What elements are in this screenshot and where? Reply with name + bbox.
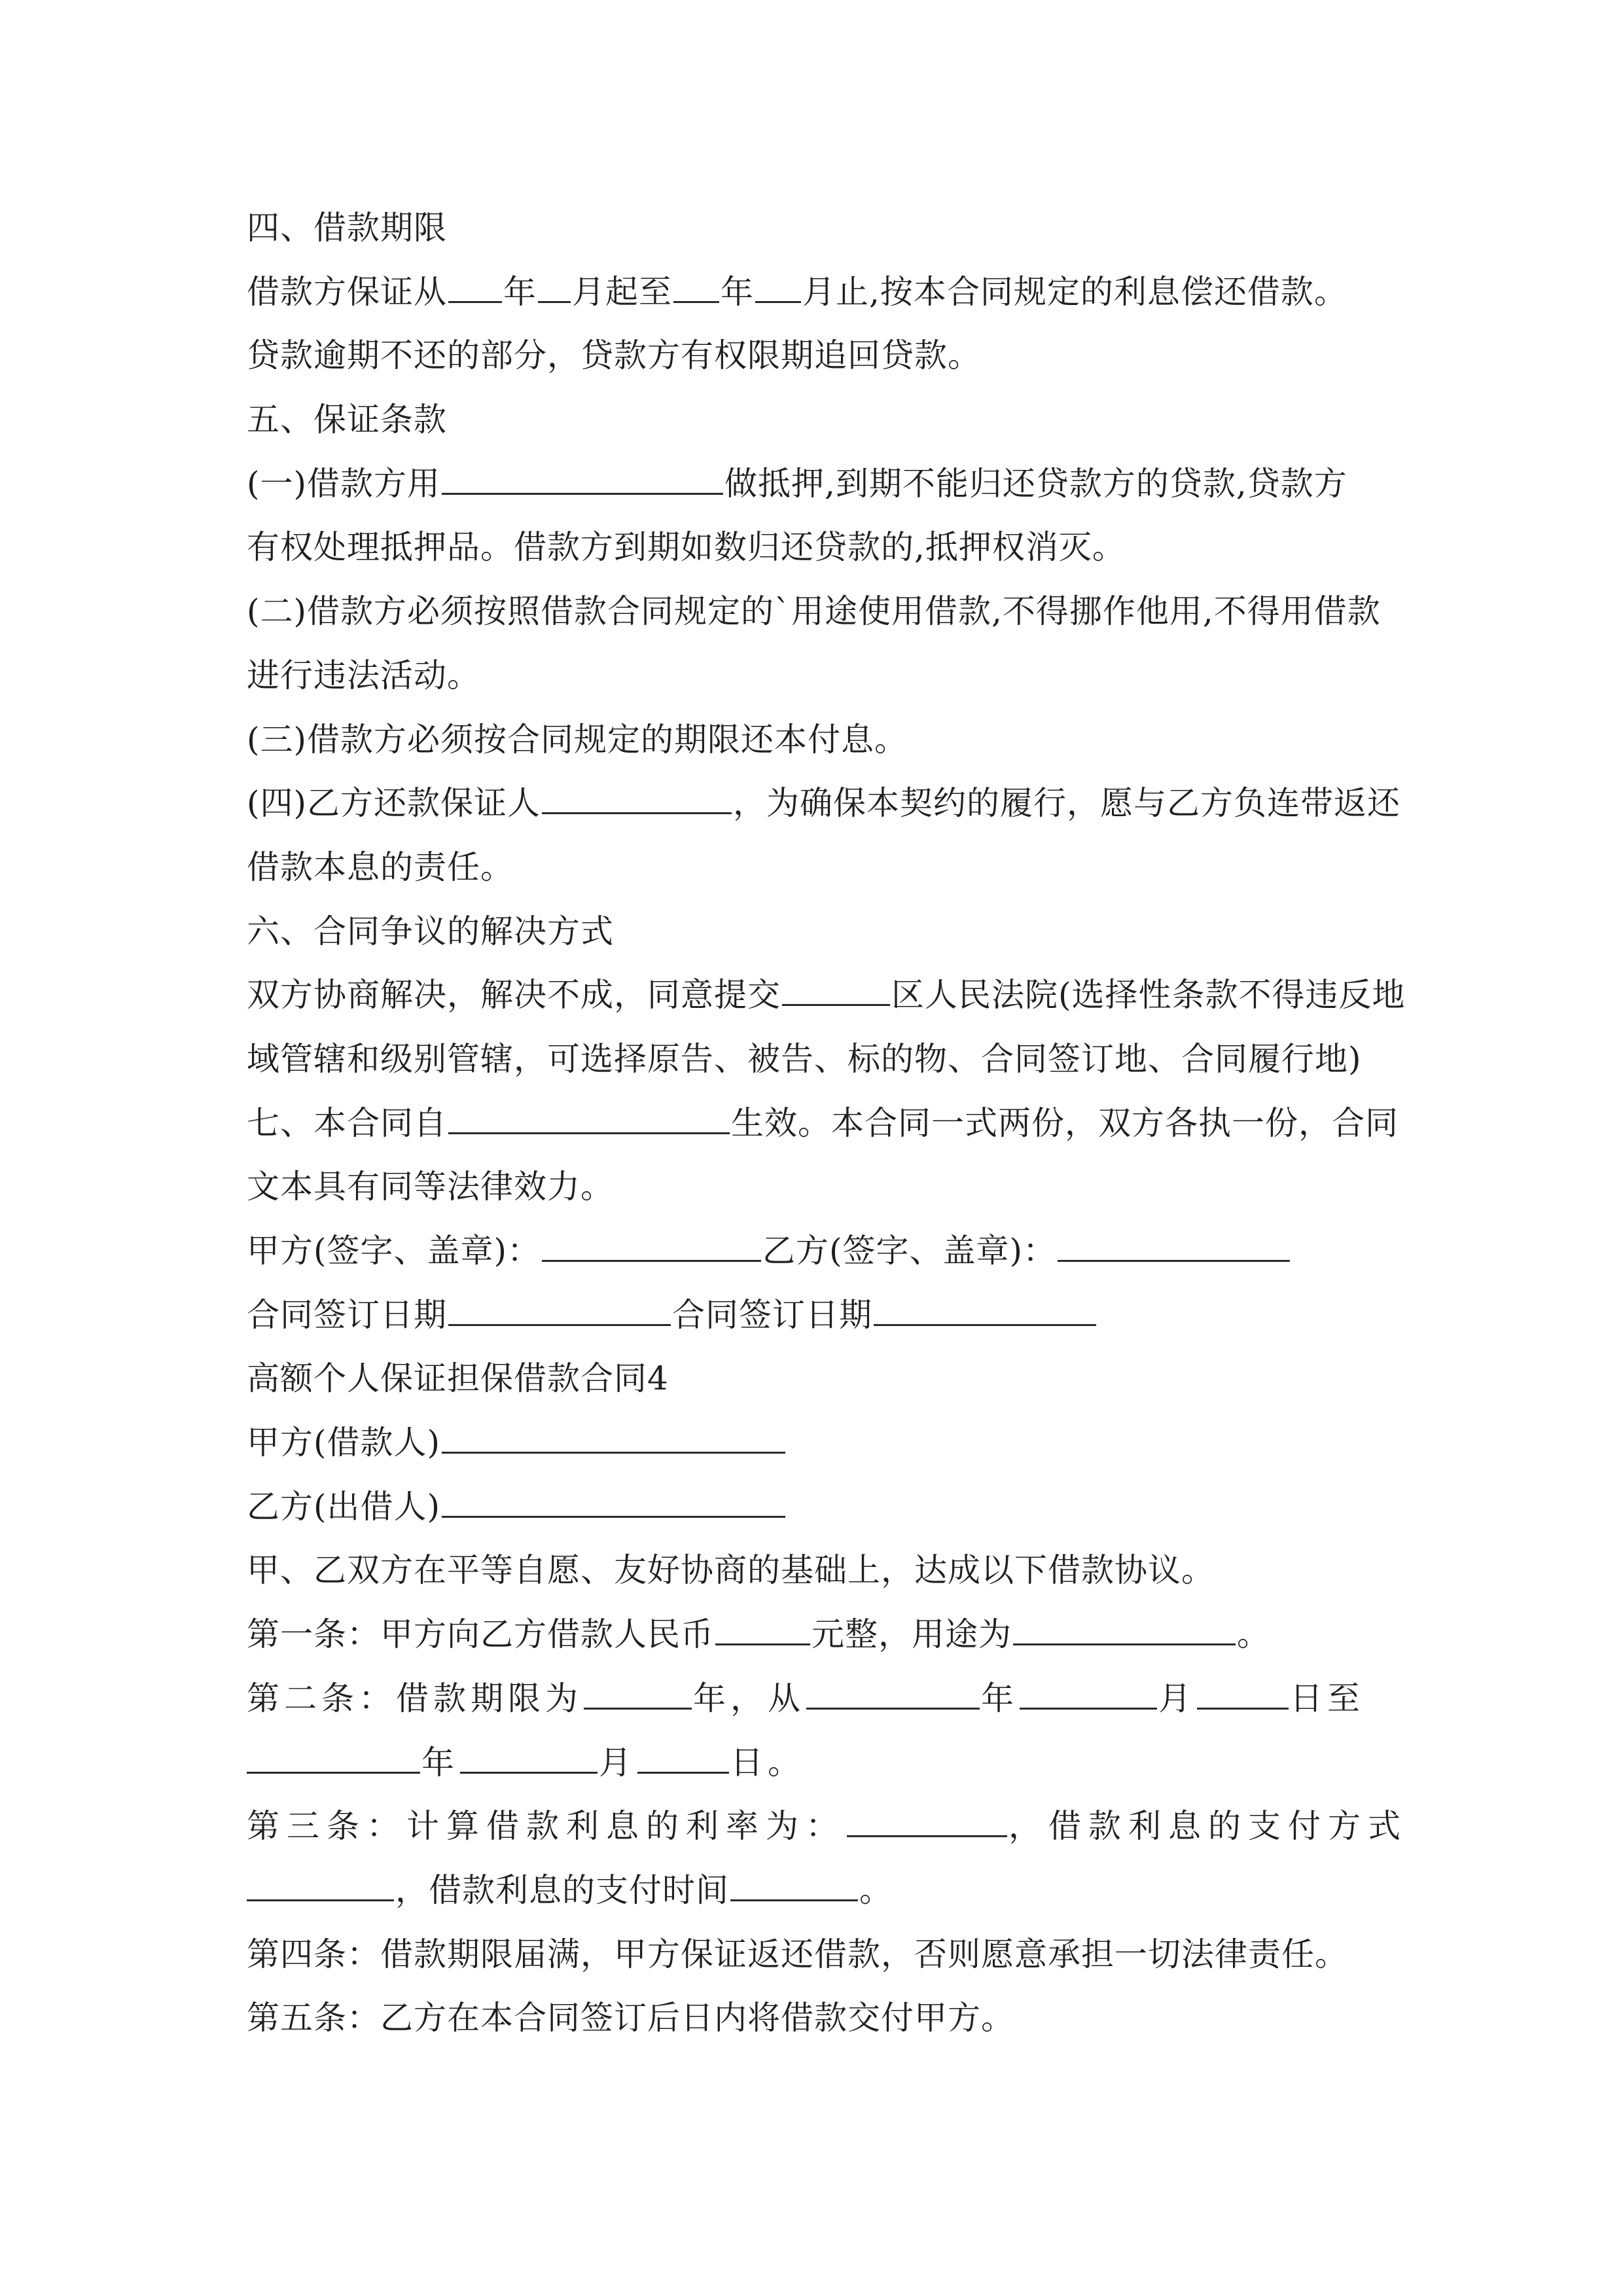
party-b-label: 乙方(出借人) [247, 1487, 441, 1526]
section-5-heading-text: 五、保证条款 [247, 401, 447, 439]
section-7-line-1 [247, 1092, 1399, 1156]
text: 月 [1158, 1679, 1196, 1717]
section-6-heading [247, 900, 1379, 964]
text: 有权处理抵押品。借款方到期如数归还贷款的,抵押权消灭。 [247, 528, 1126, 567]
blank-field [247, 1867, 394, 1901]
blank-field [1197, 1675, 1289, 1710]
article-2-line-2 [247, 1731, 1379, 1795]
blank-field [247, 1739, 420, 1774]
text: (三)借款方必须按合同规定的期限还本付息。 [247, 720, 908, 759]
blank-field [448, 1100, 730, 1134]
text: 贷款逾期不还的部分，贷款方有权限期追回贷款。 [247, 336, 981, 375]
blank-field [542, 780, 732, 814]
text: 区人民法院(选择性条款不得违反地 [891, 976, 1406, 1014]
blank-field [584, 1675, 692, 1710]
clause-5-1-line-2 [247, 516, 1379, 580]
text: 第五条：乙方在本合同签订后日内将借款交付甲方。 [247, 1999, 1014, 2037]
blank-field [715, 1611, 810, 1645]
text: 年 [503, 272, 537, 311]
section-7-line-2 [247, 1155, 1379, 1219]
text: 甲、乙双方在平等自愿、友好协商的基础上，达成以下借款协议。 [247, 1551, 1215, 1590]
text: 月起至 [572, 272, 672, 311]
text: 文本具有同等法律效力。 [247, 1168, 614, 1206]
text: 生效。本合同一式两份，双方各执一份，合同 [731, 1103, 1399, 1142]
article-5 [247, 1986, 1379, 2051]
signing-date-field [448, 1291, 671, 1326]
text: 第一条：甲方向乙方借款人民币 [247, 1615, 714, 1654]
section-6-line-2 [247, 1028, 1379, 1092]
party-a-line [247, 1411, 1379, 1475]
text: 年 [721, 272, 754, 311]
party-a-label: 甲方(借款人) [247, 1424, 441, 1462]
section-4-heading-text: 四、借款期限 [247, 209, 447, 247]
blank-field [637, 1739, 729, 1774]
text: (一)借款方用 [247, 464, 441, 503]
blank-field [448, 268, 502, 303]
text: 日。 [730, 1743, 805, 1782]
text: 年 [981, 1679, 1018, 1717]
signing-date-label: 合同签订日期 [247, 1295, 447, 1334]
text: 借款方保证从 [247, 272, 447, 311]
signing-date-field [874, 1291, 1096, 1326]
blank-field [538, 268, 571, 303]
clause-5-3 [247, 708, 1379, 772]
text: 年，从 [693, 1679, 805, 1717]
party-a-field [442, 1419, 785, 1454]
blank-field [755, 268, 801, 303]
party-a-signature-field [542, 1227, 761, 1262]
document-body [247, 196, 1408, 2051]
text: 第二条：借款期限为 [247, 1679, 582, 1717]
article-3-line-1 [247, 1795, 1408, 1859]
text: 第三条：计算借款利息的利率为： [247, 1807, 846, 1846]
signature-line [247, 1219, 1379, 1283]
section-4-line-2 [247, 324, 1379, 388]
blank-field [673, 268, 719, 303]
party-b-field [442, 1483, 785, 1518]
text: 第四条：借款期限届满，甲方保证返还借款，否则愿意承担一切法律责任。 [247, 1935, 1348, 1973]
blank-field [442, 460, 723, 495]
text: 月 [599, 1743, 636, 1782]
signing-date-line [247, 1283, 1379, 1348]
text: 域管辖和级别管辖，可选择原告、被告、标的物、合同签订地、合同履行地) [247, 1039, 1362, 1078]
text: 月止,按本合同规定的利息偿还借款。 [802, 272, 1347, 311]
blank-field [806, 1675, 980, 1710]
text: 双方协商解决，解决不成，同意提交 [247, 976, 781, 1014]
clause-5-2-line-1 [247, 580, 1379, 644]
clause-5-4-line-2 [247, 836, 1379, 900]
intro-line [247, 1539, 1379, 1603]
party-b-line [247, 1475, 1379, 1539]
section-6-line-1 [247, 963, 1406, 1028]
text: 年 [421, 1743, 459, 1782]
text: ，借款利息的支付时间 [395, 1871, 729, 1909]
section-5-heading [247, 388, 1379, 452]
clause-5-1-line-1 [247, 452, 1379, 516]
contract-4-title [247, 1347, 1379, 1411]
party-a-signature-label: 甲方(签字、盖章)： [247, 1232, 541, 1270]
section-4-line-1 [247, 260, 1379, 325]
article-2-line-1 [247, 1667, 1379, 1731]
article-3-line-2 [247, 1859, 1379, 1923]
blank-field [847, 1803, 1007, 1837]
article-4 [247, 1923, 1379, 1987]
text: 。 [1237, 1615, 1270, 1654]
clause-5-2-line-2 [247, 644, 1379, 708]
blank-field [730, 1867, 858, 1901]
party-b-signature-label: 乙方(签字、盖章)： [762, 1232, 1057, 1270]
text: 七、本合同自 [247, 1103, 447, 1142]
text: (二)借款方必须按照借款合同规定的`用途使用借款,不得挪作他用,不得用借款 [247, 592, 1381, 631]
text: 做抵押,到期不能归还贷款方的贷款,贷款方 [724, 464, 1347, 503]
text: 日至 [1290, 1679, 1364, 1717]
section-4-heading [247, 196, 1379, 260]
clause-5-4-line-1 [247, 772, 1401, 836]
text: 借款本息的责任。 [247, 848, 514, 886]
text: 进行违法活动。 [247, 656, 480, 694]
text: (四)乙方还款保证人 [247, 784, 541, 823]
blank-field [1013, 1611, 1236, 1645]
blank-field [782, 971, 890, 1006]
section-6-heading-text: 六、合同争议的解决方式 [247, 912, 614, 950]
party-b-signature-field [1058, 1227, 1290, 1262]
signing-date-label: 合同签订日期 [672, 1295, 872, 1334]
article-1 [247, 1603, 1379, 1667]
blank-field [1020, 1675, 1157, 1710]
text: 。 [859, 1871, 893, 1909]
text: ，借款利息的支付方式 [1008, 1807, 1408, 1846]
blank-field [460, 1739, 597, 1774]
text: ，为确保本契约的履行，愿与乙方负连带返还 [733, 784, 1401, 823]
contract-title-text: 高额个人保证担保借款合同4 [247, 1359, 669, 1398]
text: 元整，用途为 [812, 1615, 1012, 1654]
